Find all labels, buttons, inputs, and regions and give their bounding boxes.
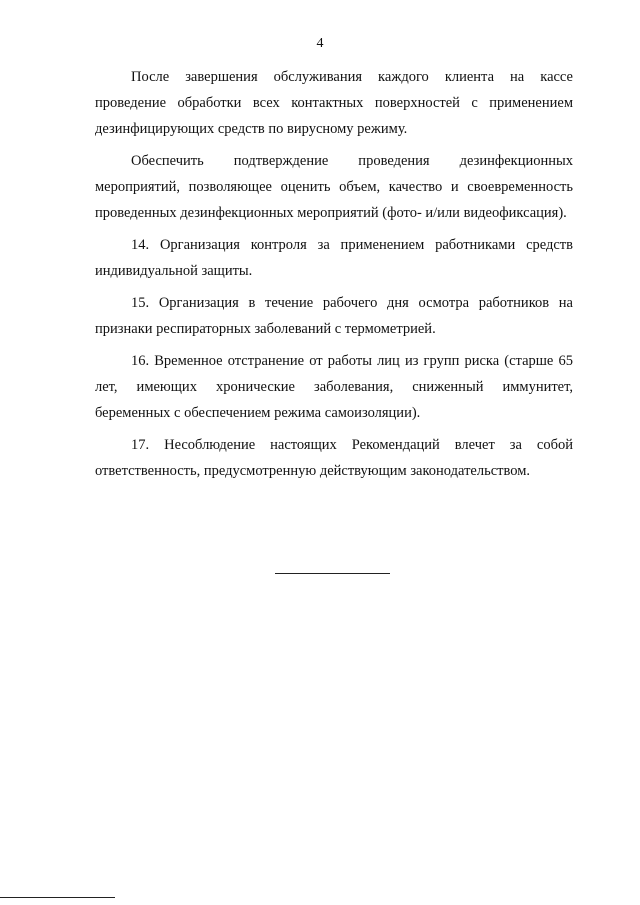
- footer-rule: [0, 897, 115, 898]
- end-separator-line: [275, 573, 390, 574]
- page-number: 4: [316, 36, 324, 51]
- paragraph-item-15: 15. Организация в течение рабочего дня осмотра работников на признаки респираторных заболеваний с термометрией.: [95, 295, 573, 337]
- paragraph-disinfection-after-client: После завершения обслуживания каждого клиента на кассе проведение обработки всех контактных поверхностей с применением дезинфицирующих средств по вирусному режиму.: [95, 69, 573, 137]
- paragraph-disinfection-confirmation: Обеспечить подтверждение проведения дезинфекционных мероприятий, позволяющее оценить объем, качество и своевременность проведенных дезинфекционных мероприятий (фото- и/или видеофиксация).: [95, 153, 573, 221]
- paragraph-item-16: 16. Временное отстранение от работы лиц из групп риска (старше 65 лет, имеющих хронические заболевания, сниженный иммунитет, беременных с обеспечением режима самоизоляции).: [95, 353, 573, 421]
- paragraph-item-14: 14. Организация контроля за применением работниками средств индивидуальной защиты.: [95, 237, 573, 279]
- paragraph-item-17: 17. Несоблюдение настоящих Рекомендаций влечет за собой ответственность, предусмотренную действующим законодательством.: [95, 437, 573, 479]
- document-body: [95, 64, 573, 490]
